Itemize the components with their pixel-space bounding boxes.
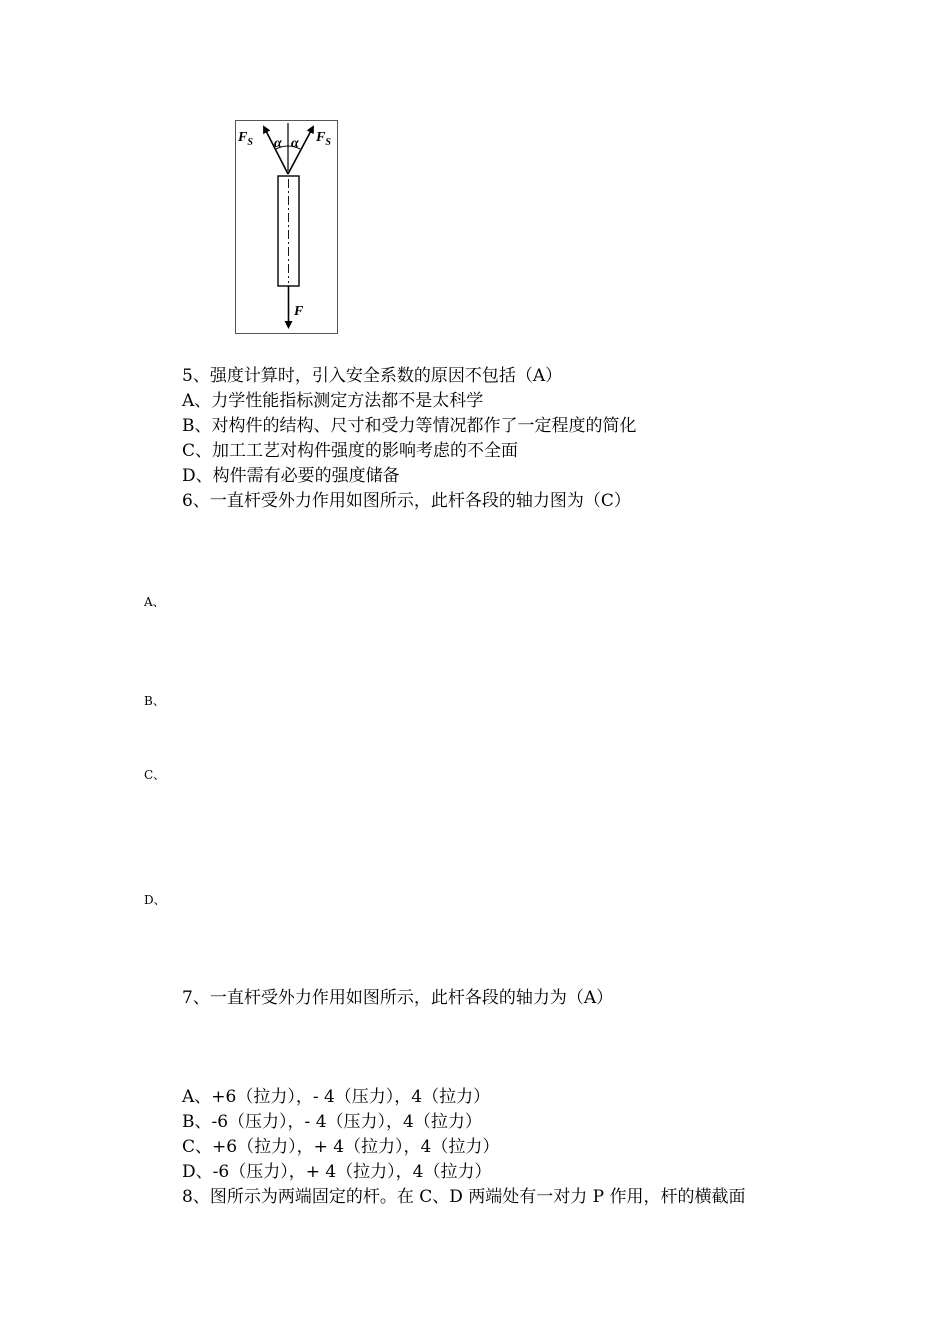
alpha-left-label: α <box>274 136 282 151</box>
q6-question: 6、一直杆受外力作用如图所示，此杆各段的轴力图为（C） <box>182 491 631 511</box>
q6-option-d: D、 <box>144 893 166 907</box>
q5-option-a: A、力学性能指标测定方法都不是太科学 <box>182 391 484 411</box>
q5-question: 5、强度计算时，引入安全系数的原因不包括（A） <box>182 366 563 386</box>
q6-option-b: B、 <box>144 694 165 708</box>
fs-left-label: $F_S$ <box>238 130 253 148</box>
rod-force-diagram <box>236 121 337 333</box>
q7-option-d: D、-6（压力），+ 4（拉力），4（拉力） <box>182 1162 492 1182</box>
q7-option-c: C、+6（拉力），+ 4（拉力），4（拉力） <box>182 1137 500 1157</box>
f-bottom-label: F <box>294 304 304 319</box>
q7-question: 7、一直杆受外力作用如图所示，此杆各段的轴力为（A） <box>182 988 614 1008</box>
q5-option-c: C、加工工艺对构件强度的影响考虑的不全面 <box>182 441 519 461</box>
q5-option-b: B、对构件的结构、尺寸和受力等情况都作了一定程度的简化 <box>182 416 637 436</box>
q7-option-b: B、-6（压力），- 4（压力），4（拉力） <box>182 1112 482 1132</box>
alpha-right-label: α <box>291 136 299 151</box>
q5-option-d: D、构件需有必要的强度储备 <box>182 466 400 486</box>
force-diagram-figure <box>235 120 338 334</box>
q8-question: 8、图所示为两端固定的杆。在 C、D 两端处有一对力 P 作用，杆的横截面 <box>182 1187 746 1207</box>
q6-option-c: C、 <box>144 768 166 782</box>
q6-option-a: A、 <box>144 595 165 609</box>
q7-option-a: A、+6（拉力），- 4（压力），4（拉力） <box>182 1087 491 1107</box>
fs-right-label: $F_S$ <box>316 130 331 148</box>
